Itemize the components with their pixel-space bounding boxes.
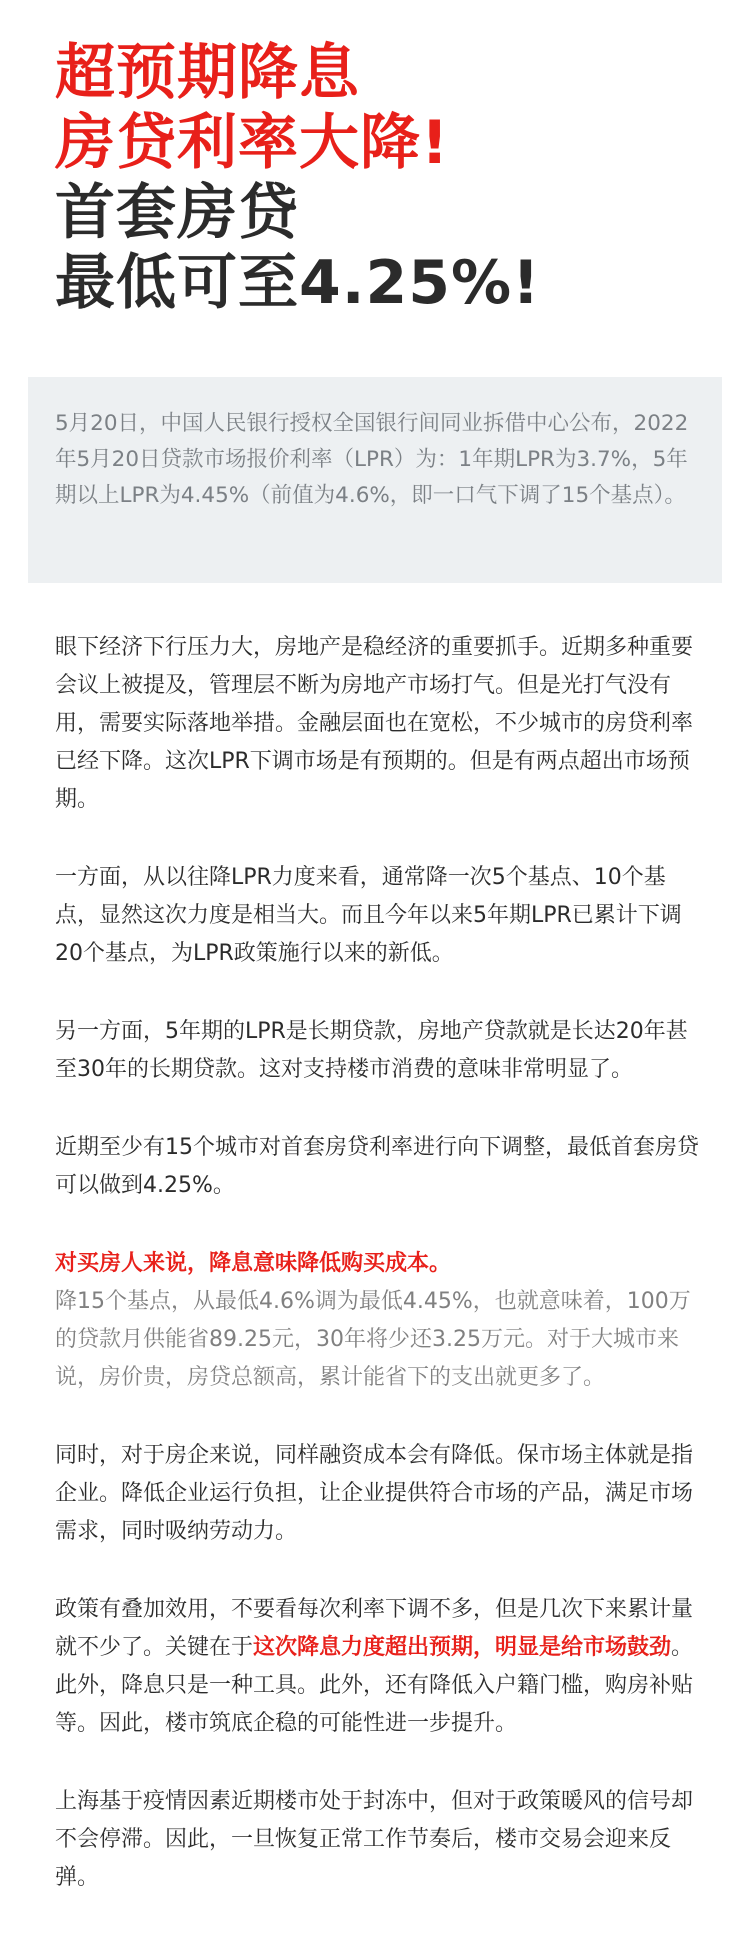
paragraph-7-end: 。此外，降息只是一种工具。此外，还有降低入户籍门槛，购房补贴等。因此，楼市筑底企稳的可能性进一步提升。 [55,1635,694,1736]
headline [55,38,541,318]
paragraph-2: 一方面，从以往降LPR力度来看，通常降一次5个基点、10个基点，显然这次力度是相当大。而且今年以来5年期LPR已累计下调20个基点，为LPR政策施行以来的新低。 [55,865,682,966]
paragraph-4: 近期至少有15个城市对首套房贷利率进行向下调整，最低首套房贷可以做到4.25%。 [55,1135,699,1198]
paragraph-7-start: 政策有叠加效用，不要看每次利率下调不多，但是几次下来累计量就不少了。关键在于 [55,1597,694,1660]
paragraph-1: 眼下经济下行压力大，房地产是稳经济的重要抓手。近期多种重要会议上被提及，管理层不断为房地产市场打气。但是光打气没有用，需要实际落地举措。金融层面也在宽松，不少城市的房贷利率已经下降。这次LPR下调市场是有预期的。但是有两点超出市场预期。 [55,635,694,812]
article-body [55,629,707,1937]
paragraph-5-highlight: 对买房人来说，降息意味降低购买成本。 [55,1251,452,1276]
paragraph-6: 同时，对于房企来说，同样融资成本会有降低。保市场主体就是指企业。降低企业运行负担，让企业提供符合市场的产品，满足市场需求，同时吸纳劳动力。 [55,1443,694,1544]
headline-line-1: 超预期降息 [55,38,360,108]
paragraph-3: 另一方面，5年期的LPR是长期贷款，房地产贷款就是长达20年甚至30年的长期贷款。这对支持楼市消费的意味非常明显了。 [55,1019,688,1082]
summary-text: 5月20日，中国人民银行授权全国银行间同业拆借中心公布，2022年5月20日贷款市场报价利率（LPR）为：1年期LPR为3.7%，5年期以上LPR为4.45%（前值为4.6%，即一口气下调了15个基点）。 [55,411,689,508]
paragraph-7 [55,1591,707,1743]
summary-box [28,377,722,583]
paragraph-8: 上海基于疫情因素近期楼市处于封冻中，但对于政策暖风的信号却不会停滞。因此，一旦恢复正常工作节奏后，楼市交易会迎来反弹。 [55,1789,694,1890]
headline-line-3: 首套房贷 [55,178,299,248]
headline-line-2: 房贷利率大降! [55,108,450,178]
headline-line-4: 最低可至4.25%! [55,248,541,318]
paragraph-5-body: 降15个基点，从最低4.6%调为最低4.45%，也就意味着，100万的贷款月供能省89.25元，30年将少还3.25万元。对于大城市来说，房价贵，房贷总额高，累计能省下的支出就更多了。 [55,1289,691,1390]
paragraph-7-emphasis: 这次降息力度超出预期，明显是给市场鼓劲 [253,1635,672,1660]
